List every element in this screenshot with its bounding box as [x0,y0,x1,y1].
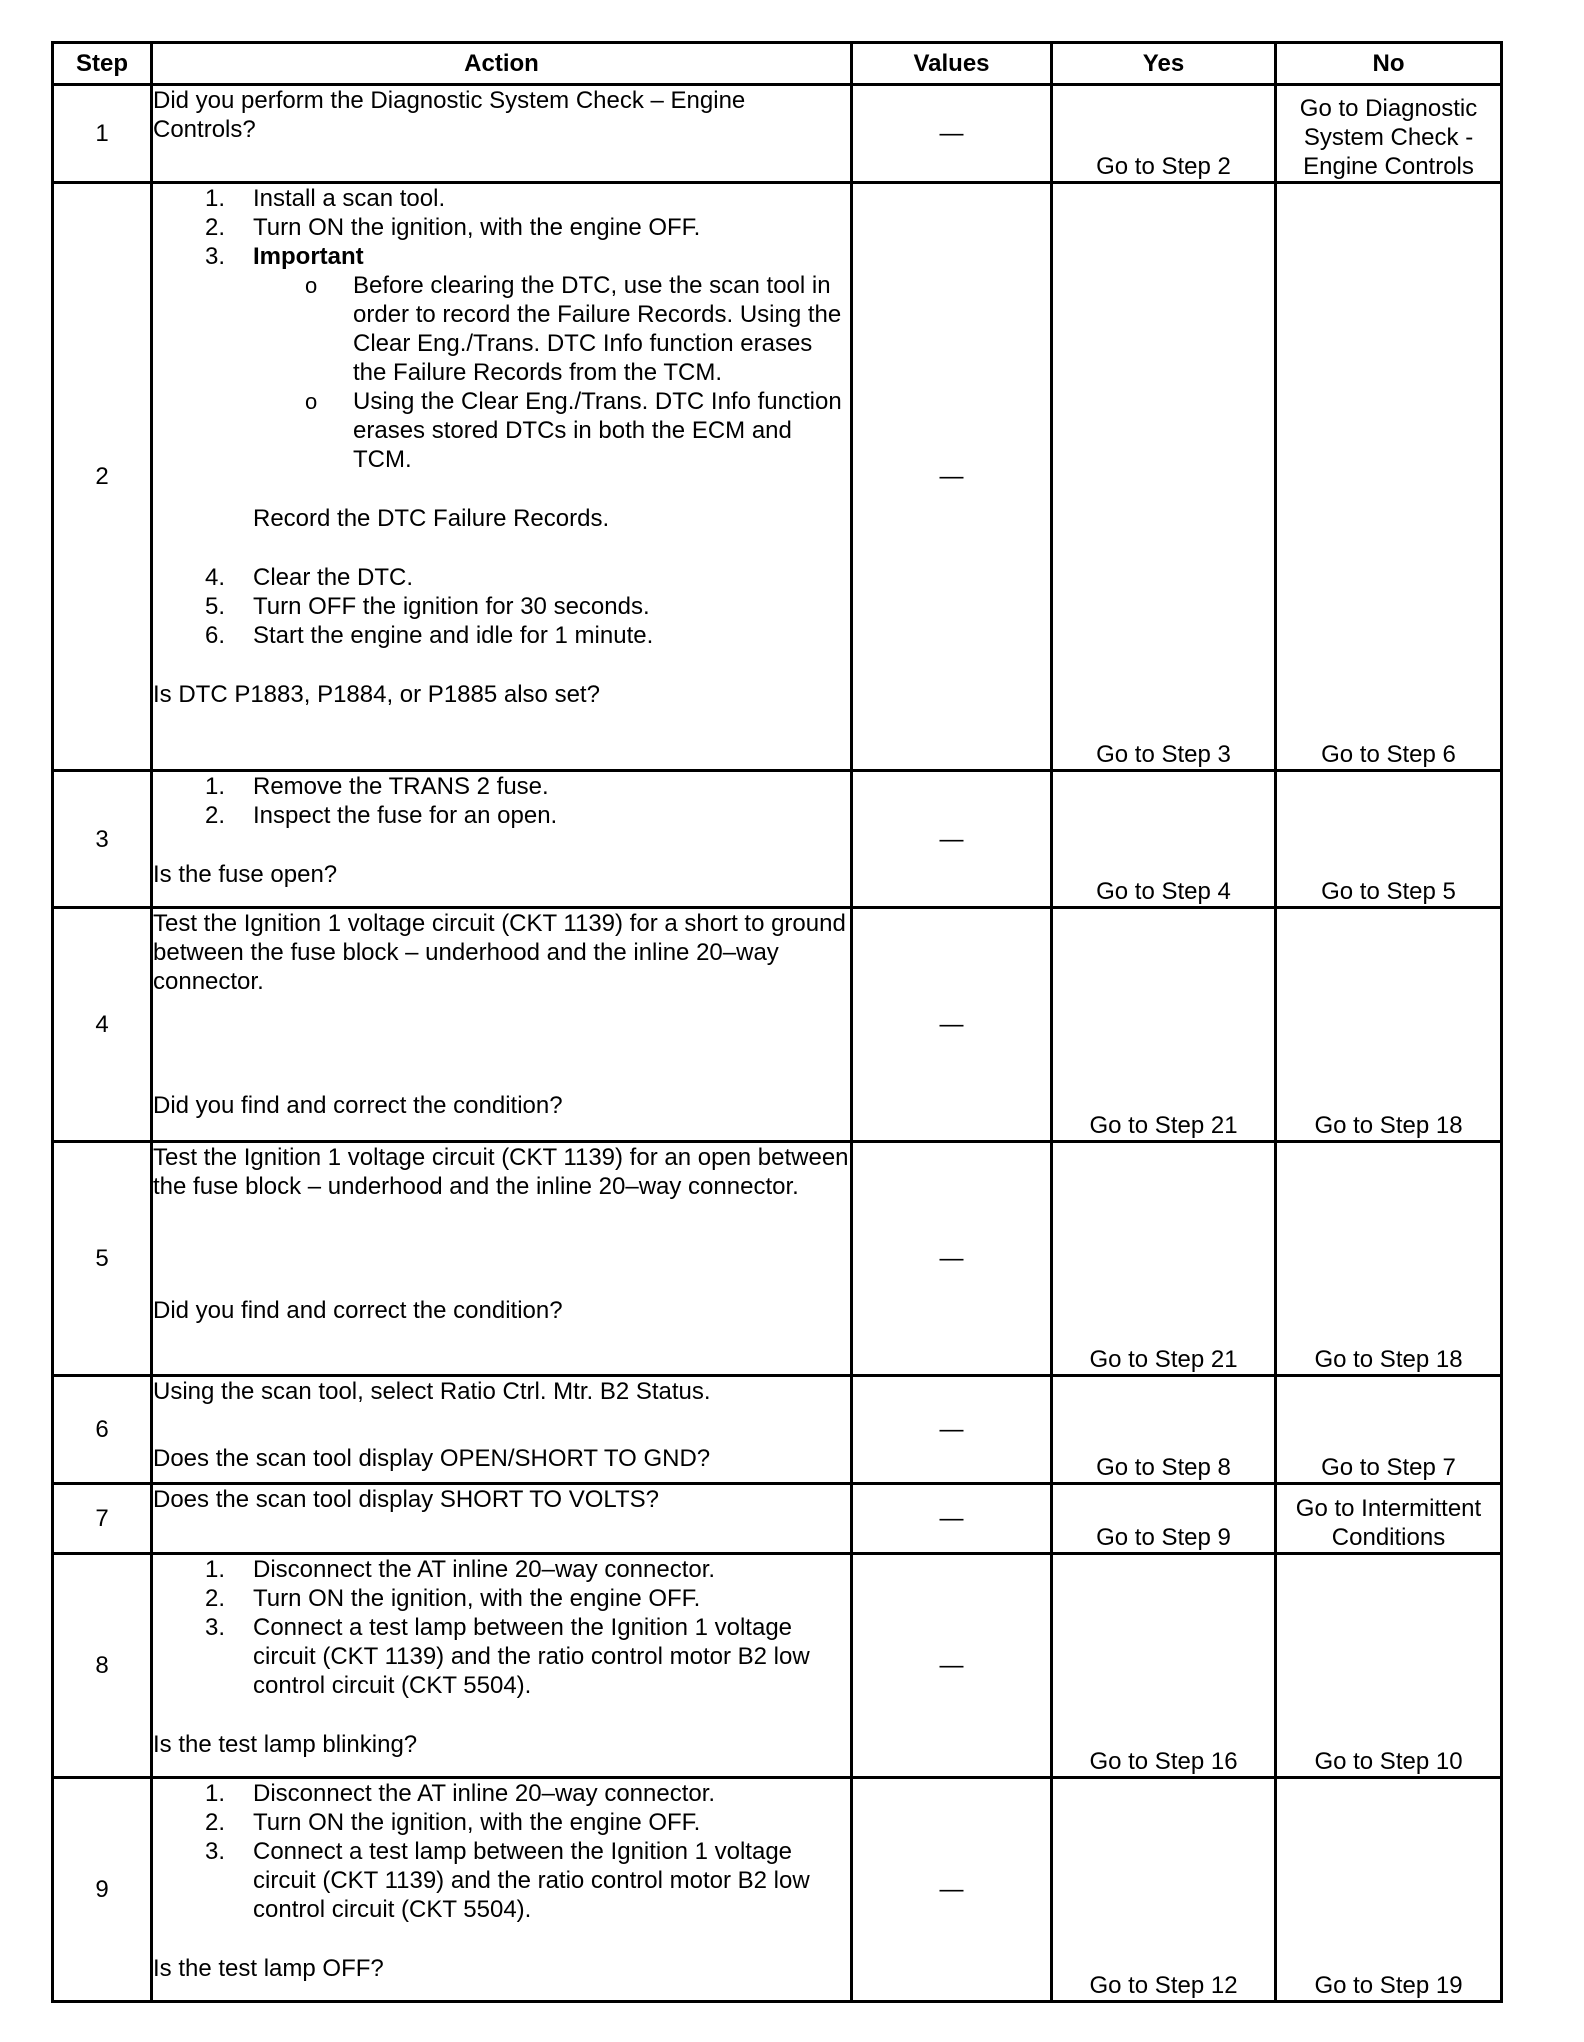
action-text: Test the Ignition 1 voltage circuit (CKT 1139) for a short to ground between the fuse block – underhood and the inline 20–way connector. [153,910,846,995]
list-item: 3. Important [205,243,364,270]
table-row [53,85,1502,183]
table-row [53,1778,1502,2002]
header-action: Action [152,43,852,85]
step-number: 3 [53,771,152,908]
action-text: Using the scan tool, select Ratio Ctrl. Mtr. B2 Status. [153,1378,711,1405]
question-text: Does the scan tool display OPEN/SHORT TO GND? [153,1445,711,1472]
yes-cell: Go to Step 2 [1052,85,1276,183]
action-cell [152,1554,852,1778]
table-row [53,771,1502,908]
list-item: 4. Clear the DTC. [205,564,414,591]
step-number: 2 [53,183,152,771]
value-cell: — [852,85,1052,183]
no-cell: Go to Step 18 [1276,908,1502,1142]
step-number: 9 [53,1778,152,2002]
no-cell: Go to Diagnostic System Check - Engine Controls [1276,85,1502,183]
value-cell: — [852,1778,1052,2002]
action-cell [152,1778,852,2002]
value-cell: — [852,771,1052,908]
action-cell [152,771,852,908]
table-row [53,1142,1502,1376]
no-cell: Go to Step 6 [1276,183,1502,771]
action-text: Does the scan tool display SHORT TO VOLTS? [153,1486,660,1513]
note-text: Record the DTC Failure Records. [253,505,610,532]
list-item: 1. Disconnect the AT inline 20–way connector. [205,1556,716,1583]
question-text: Is the test lamp blinking? [153,1731,418,1758]
value-cell: — [852,183,1052,771]
question-text: Is the test lamp OFF? [153,1955,384,1982]
step-number: 7 [53,1484,152,1554]
table-row [53,1484,1502,1554]
yes-cell: Go to Step 9 [1052,1484,1276,1554]
action-text: Test the Ignition 1 voltage circuit (CKT 1139) for an open between the fuse block – underhood and the inline 20–way connector. [153,1144,849,1200]
yes-cell: Go to Step 4 [1052,771,1276,908]
action-cell [152,183,852,771]
yes-cell: Go to Step 16 [1052,1554,1276,1778]
header-row [53,43,1502,85]
list-item: 2. Turn ON the ignition, with the engine OFF. [205,1585,701,1612]
list-item: 3. Connect a test lamp between the Ignition 1 voltage circuit (CKT 1139) and the ratio control motor B2 low control circuit (CKT 5504). [205,1838,810,1923]
diagnostic-table [51,41,1503,2003]
no-cell: Go to Step 7 [1276,1376,1502,1484]
step-number: 4 [53,908,152,1142]
action-cell [152,1142,852,1376]
step-number: 8 [53,1554,152,1778]
value-cell: — [852,1554,1052,1778]
list-item: 3. Connect a test lamp between the Ignition 1 voltage circuit (CKT 1139) and the ratio control motor B2 low control circuit (CKT 5504). [205,1614,810,1699]
yes-cell: Go to Step 21 [1052,908,1276,1142]
yes-cell: Go to Step 12 [1052,1778,1276,2002]
action-cell [152,1484,852,1554]
list-item: 1. Disconnect the AT inline 20–way connector. [205,1780,716,1807]
bullet-item: o Using the Clear Eng./Trans. DTC Info function erases stored DTCs in both the ECM and TCM. [305,388,842,473]
no-cell: Go to Step 19 [1276,1778,1502,2002]
yes-cell: Go to Step 8 [1052,1376,1276,1484]
action-cell [152,908,852,1142]
list-item: 2. Turn ON the ignition, with the engine OFF. [205,1809,701,1836]
list-item: 2. Turn ON the ignition, with the engine OFF. [205,214,701,241]
header-step: Step [53,43,152,85]
table-row [53,183,1502,771]
value-cell: — [852,1484,1052,1554]
action-cell [152,85,852,183]
step-number: 6 [53,1376,152,1484]
question-text: Did you find and correct the condition? [153,1092,563,1119]
value-cell: — [852,1376,1052,1484]
table-row [53,1554,1502,1778]
no-cell: Go to Step 5 [1276,771,1502,908]
list-item: 2. Inspect the fuse for an open. [205,802,558,829]
list-item: 5. Turn OFF the ignition for 30 seconds. [205,593,650,620]
no-cell: Go to Step 18 [1276,1142,1502,1376]
table-row [53,1376,1502,1484]
value-cell: — [852,908,1052,1142]
list-item: 1. Remove the TRANS 2 fuse. [205,773,549,800]
step-number: 1 [53,85,152,183]
yes-cell: Go to Step 3 [1052,183,1276,771]
question-text: Is the fuse open? [153,861,338,888]
action-text: Did you perform the Diagnostic System Check – Engine Controls? [153,87,746,143]
bullet-item: o Before clearing the DTC, use the scan tool in order to record the Failure Records. Using the Clear Eng./Trans. DTC Info function erases the Failure Records from the TCM. [305,272,842,386]
yes-cell: Go to Step 21 [1052,1142,1276,1376]
no-cell: Go to Step 10 [1276,1554,1502,1778]
question-text: Did you find and correct the condition? [153,1297,563,1324]
action-cell [152,1376,852,1484]
list-item: 1. Install a scan tool. [205,185,446,212]
header-values: Values [852,43,1052,85]
table-row [53,908,1502,1142]
header-yes: Yes [1052,43,1276,85]
value-cell: — [852,1142,1052,1376]
header-no: No [1276,43,1502,85]
step-number: 5 [53,1142,152,1376]
no-cell: Go to Intermittent Conditions [1276,1484,1502,1554]
list-item: 6. Start the engine and idle for 1 minute. [205,622,654,649]
question-text: Is DTC P1883, P1884, or P1885 also set? [153,681,600,708]
